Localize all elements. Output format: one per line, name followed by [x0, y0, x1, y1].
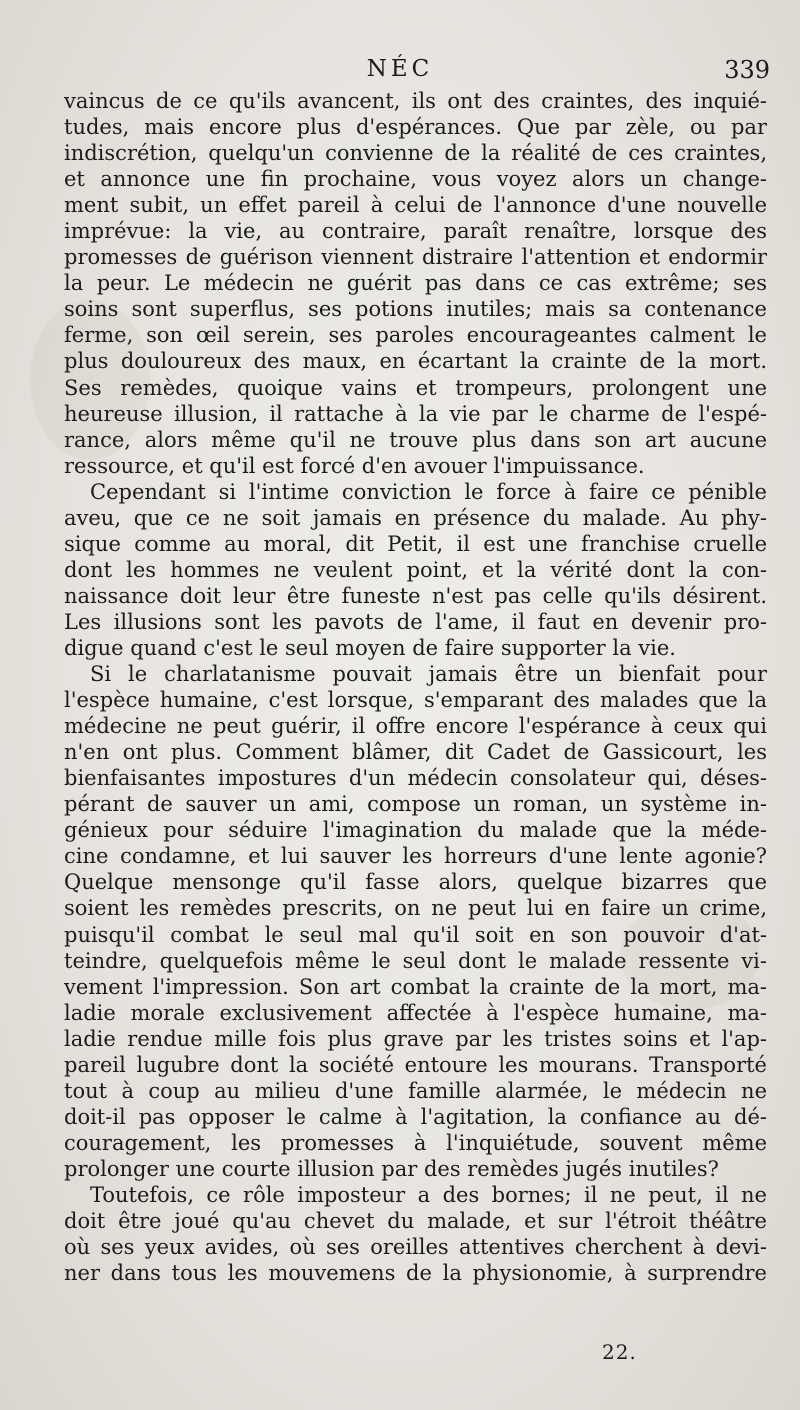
text-line: vement l'impression. Son art combat la crainte de la mort, ma-	[64, 974, 767, 999]
text-line: la peur. Le médecin ne guérit pas dans ce cas extrême; ses	[64, 271, 767, 296]
page-number: 339	[724, 56, 770, 84]
text-line: Cependant si l'intime conviction le force à faire ce pénible	[90, 479, 767, 504]
text-line: doit être joué qu'au chevet du malade, et sur l'étroit théâtre	[64, 1209, 767, 1234]
text-line: teindre, quelquefois même le seul dont le malade ressente vi-	[64, 948, 767, 973]
text-line: indiscrétion, quelqu'un convienne de la réalité de ces craintes,	[64, 141, 767, 166]
text-line: rance, alors même qu'il ne trouve plus dans son art aucune	[64, 427, 767, 452]
text-line: promesses de guérison viennent distraire l'attention et endormir	[64, 245, 767, 270]
body-text	[64, 88, 767, 1286]
text-line: digue quand c'est le seul moyen de faire supporter la vie.	[64, 635, 676, 660]
text-line: pareil lugubre dont la société entoure les mourans. Transporté	[64, 1052, 767, 1077]
text-line: doit-il pas opposer le calme à l'agitation, la confiance au dé-	[64, 1104, 767, 1129]
text-line: ladie rendue mille fois plus grave par les tristes soins et l'ap-	[64, 1026, 767, 1051]
text-line: n'en ont plus. Comment blâmer, dit Cadet de Gassicourt, les	[64, 740, 767, 765]
paragraph	[64, 479, 767, 661]
text-line: où ses yeux avides, où ses oreilles attentives cherchent à devi-	[64, 1235, 767, 1260]
text-line: sique comme au moral, dit Petit, il est une franchise cruelle	[64, 531, 767, 556]
text-line: heureuse illusion, il rattache à la vie par le charme de l'espé-	[64, 401, 767, 426]
paragraph	[64, 661, 767, 1182]
text-line: Si le charlatanisme pouvait jamais être un bienfait pour	[90, 662, 767, 687]
text-line: Quelque mensonge qu'il fasse alors, quelque bizarres que	[64, 870, 767, 895]
text-line: ladie morale exclusivement affectée à l'espèce humaine, ma-	[64, 1000, 767, 1025]
text-line: prolonger une courte illusion par des remèdes jugés inutiles?	[64, 1156, 719, 1181]
running-title: NÉC	[366, 56, 434, 82]
text-line: vaincus de ce qu'ils avancent, ils ont des craintes, des inquié-	[64, 89, 767, 113]
text-line: ressource, et qu'il est forcé d'en avouer l'impuissance.	[64, 453, 645, 478]
text-line: couragement, les promesses à l'inquiétude, souvent même	[64, 1130, 767, 1155]
running-head	[0, 56, 800, 90]
text-line: soins sont superflus, ses potions inutiles; mais sa contenance	[64, 297, 767, 322]
text-line: dont les hommes ne veulent point, et la vérité dont la con-	[64, 557, 767, 582]
text-line: tudes, mais encore plus d'espérances. Que par zèle, ou par	[64, 115, 767, 140]
paragraph	[64, 88, 767, 479]
text-line: génieux pour séduire l'imagination du malade que la méde-	[64, 818, 767, 843]
text-line: et annonce une fin prochaine, vous voyez alors un change-	[64, 167, 767, 192]
text-line: bienfaisantes impostures d'un médecin consolateur qui, déses-	[64, 766, 767, 791]
text-line: aveu, que ce ne soit jamais en présence du malade. Au phy-	[64, 505, 767, 530]
text-line: soient les remèdes prescrits, on ne peut lui en faire un crime,	[64, 896, 767, 921]
text-line: pérant de sauver un ami, compose un roman, un système in-	[64, 792, 767, 817]
text-line: cine condamne, et lui sauver les horreurs d'une lente agonie?	[64, 844, 767, 869]
text-line: puisqu'il combat le seul mal qu'il soit en son pouvoir d'at-	[64, 922, 767, 947]
text-line: ferme, son œil serein, ses paroles encourageantes calment le	[64, 323, 767, 348]
text-line: Ses remèdes, quoique vains et trompeurs, prolongent une	[64, 375, 767, 400]
signature-mark: 22.	[602, 1340, 637, 1364]
text-line: médecine ne peut guérir, il offre encore l'espérance à ceux qui	[64, 714, 767, 739]
text-line: Toutefois, ce rôle imposteur a des bornes; il ne peut, il ne	[90, 1182, 767, 1207]
text-line: Les illusions sont les pavots de l'ame, il faut en devenir pro-	[64, 609, 767, 634]
text-line: l'espèce humaine, c'est lorsque, s'emparant des malades que la	[64, 688, 767, 713]
paragraph	[64, 1182, 767, 1286]
text-line: naissance doit leur être funeste n'est pas celle qu'ils désirent.	[64, 583, 767, 608]
text-line: tout à coup au milieu d'une famille alarmée, le médecin ne	[64, 1078, 767, 1103]
text-line: ner dans tous les mouvemens de la physionomie, à surprendre	[64, 1261, 767, 1286]
text-line: imprévue: la vie, au contraire, paraît renaître, lorsque des	[64, 219, 767, 244]
text-line: plus douloureux des maux, en écartant la crainte de la mort.	[64, 349, 767, 374]
text-line: ment subit, un effet pareil à celui de l'annonce d'une nouvelle	[64, 193, 767, 218]
